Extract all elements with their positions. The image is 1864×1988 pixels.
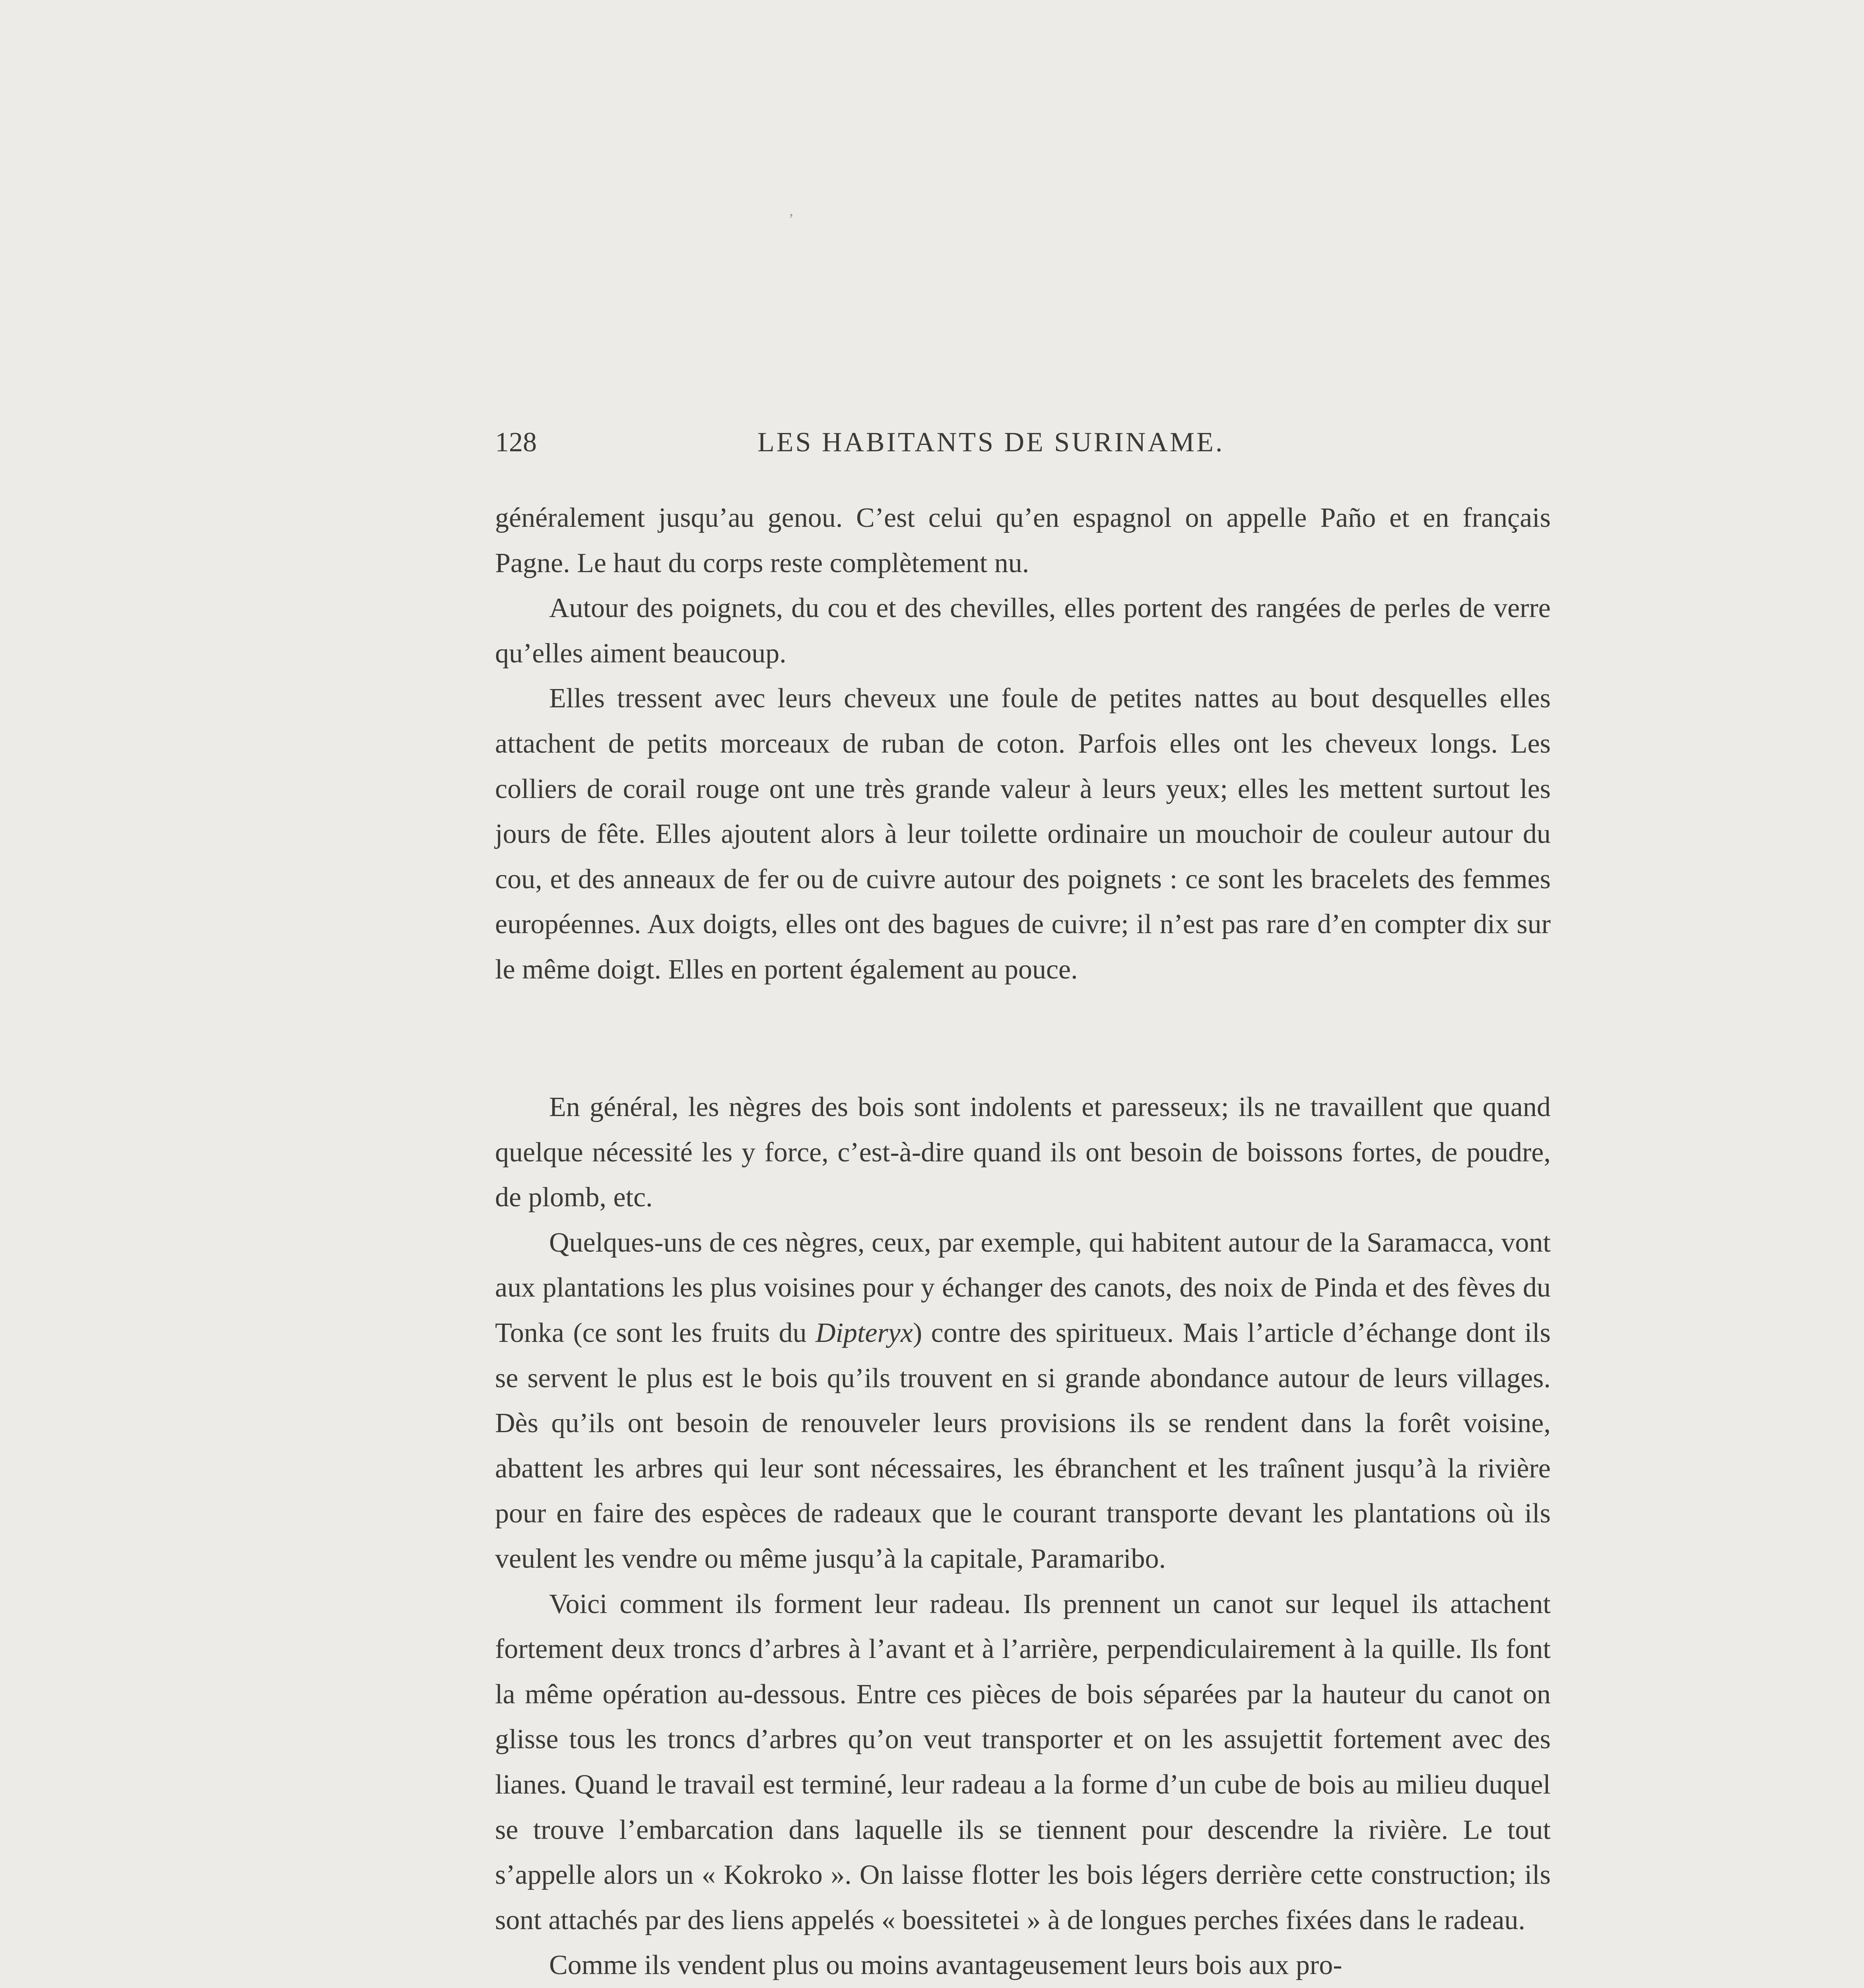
page-number: 128 [495,427,537,458]
paragraph: Elles tressent avec leurs cheveux une foule de petites nattes au bout desquelles elles attachent de petits morceaux de ruban de coton. Parfois elles ont les cheveux longs. Les colliers de corail rouge ont une très grande valeur à leurs yeux; elles les mettent surtout les jours de fête. Elles ajoutent alors à leur toilette ordinaire un mouchoir de couleur autour du cou, et des anneaux de fer ou de cuivre autour des poignets : ce sont les bracelets des femmes européennes. Aux doigts, elles ont des bagues de cuivre; il n’est pas rare d’en compter dix sur le même doigt. Elles en portent également au pouce. [495,683,1551,985]
text-section-2 [495,1085,1551,1988]
paragraph: Comme ils vendent plus ou moins avantageusement leurs bois aux pro- [549,1950,1342,1981]
paragraph: Autour des poignets, du cou et des chevilles, elles portent des rangées de perles de verre qu’elles aiment beaucoup. [495,593,1551,669]
italic-genus-name: Dipteryx [816,1317,913,1348]
ink-speck: ʼ [788,210,794,228]
paragraph [495,1220,1551,1582]
paragraph: Voici comment ils forment leur radeau. Ils prennent un canot sur lequel ils attachent fortement deux troncs d’arbres à l’avant et à l’arrière, perpendiculairement à la quille. Ils font la même opération au-dessous. Entre ces pièces de bois séparées par la hauteur du canot on glisse tous les troncs d’arbres qu’on veut transporter et on les assujettit fortement avec des lianes. Quand le travail est terminé, leur radeau a la forme d’un cube de bois au milieu duquel se trouve l’embarcation dans laquelle ils se tiennent pour descendre la rivière. Le tout s’appelle alors un « Kokroko ». On laisse flotter les bois légers derrière cette construction; ils sont attachés par des liens appelés « boessitetei » à de longues perches fixées dans le radeau. [495,1588,1551,1936]
paragraph-text: ) contre des spiritueux. Mais l’article d’échange dont ils se servent le plus est le bois qu’ils trouvent en si grande abondance autour de leurs villages. Dès qu’ils ont besoin de renouveler leurs provisions ils se rendent dans la forêt voisine, abattent les arbres qui leur sont nécessaires, les ébranchent et les traînent jusqu’à la rivière pour en faire des espèces de radeaux que le courant transporte devant les plantations où ils veulent les vendre ou même jusqu’à la capitale, Paramaribo. [495,1317,1551,1574]
paragraph: En général, les nègres des bois sont indolents et paresseux; ils ne travaillent que quand quelque nécessité les y force, c’est-à-dire quand ils ont besoin de boissons fortes, de poudre, de plomb, etc. [495,1092,1551,1213]
running-title: LES HABITANTS DE SURINAME. [757,427,1225,458]
running-header [495,421,1300,464]
text-section-1 [495,495,1551,992]
paragraph-continued: généralement jusqu’au genou. C’est celui qu’en espagnol on appelle Paño et en français Pagne. Le haut du corps reste complètement nu. [495,503,1551,579]
paragraph-text: Quelques-uns de ces nègres, ceux, par exemple, qui habitent autour de la Saramacca, vont aux plantations les plus voisines pour y échanger des canots, des noix de Pinda et des fèves du Tonka (ce sont les fruits du [495,1227,1551,1348]
